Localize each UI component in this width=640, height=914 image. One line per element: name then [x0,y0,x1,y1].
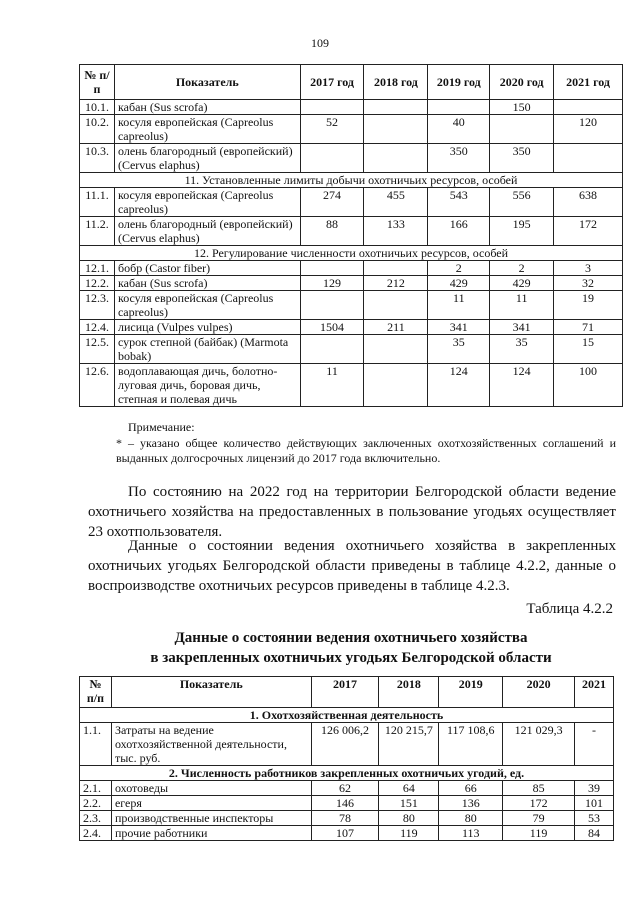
value-cell: 119 [503,826,575,841]
indicator-name: бобр (Castor fiber) [114,261,300,276]
column-header: 2017 [311,677,379,708]
indicator-name: косуля европейская (Capreolus capreolus) [114,115,300,144]
value-cell [490,115,554,144]
row-number: 12.3. [80,291,115,320]
value-cell: 100 [554,364,623,407]
value-cell [300,144,364,173]
row-number: 1.1. [80,723,112,766]
value-cell: 35 [428,335,490,364]
value-cell: 341 [428,320,490,335]
value-cell: 146 [311,796,379,811]
row-number: 12.6. [80,364,115,407]
value-cell: 52 [300,115,364,144]
value-cell: 113 [439,826,503,841]
value-cell: 124 [428,364,490,407]
value-cell: 11 [428,291,490,320]
indicator-name: производственные инспекторы [111,811,311,826]
value-cell: 119 [379,826,439,841]
value-cell: 429 [428,276,490,291]
value-cell: 120 215,7 [379,723,439,766]
value-cell: 2 [490,261,554,276]
paragraph-hunt-users: По состоянию на 2022 год на территории Белгородской области ведение охотничьего хозяйства на предоставленных в пользование угодьях осуществляет 23 охотпользователя. [88,484,616,540]
section-row [80,173,623,188]
indicator-name: олень благородный (европейский) (Cervus elaphus) [114,217,300,246]
value-cell: 79 [503,811,575,826]
value-cell: 455 [364,188,428,217]
section-title: 12. Регулирование численности охотничьих ресурсов, особей [80,246,623,261]
hunting-resources-table [79,64,623,407]
column-header: 2017 год [300,65,364,100]
column-header: № п/п [80,677,112,708]
value-cell: 84 [574,826,613,841]
column-header: 2018 год [364,65,428,100]
section-title: 2. Численность работников закрепленных охотничьих угодий, ед. [80,766,614,781]
value-cell: 124 [490,364,554,407]
hunting-economy-table [79,676,614,841]
table-body [80,708,614,841]
column-header: Показатель [114,65,300,100]
row-number: 12.4. [80,320,115,335]
row-number: 10.2. [80,115,115,144]
value-cell: 11 [490,291,554,320]
value-cell [364,335,428,364]
value-cell: 350 [428,144,490,173]
caption-line-1: Данные о состоянии ведения охотничьего хозяйства [174,630,528,646]
row-number: 11.1. [80,188,115,217]
value-cell [554,144,623,173]
value-cell: 11 [300,364,364,407]
value-cell: 341 [490,320,554,335]
table-row [80,291,623,320]
value-cell: 107 [311,826,379,841]
value-cell [300,261,364,276]
section-title: 1. Охотхозяйственная деятельность [80,708,614,723]
column-header: № п/п [80,65,115,100]
table-row [80,811,614,826]
value-cell: 88 [300,217,364,246]
indicator-name: егеря [111,796,311,811]
value-cell: 211 [364,320,428,335]
column-header: 2020 год [490,65,554,100]
value-cell: 126 006,2 [311,723,379,766]
table-header-row [80,65,623,100]
caption-line-2: в закрепленных охотничьих угодьях Белгородской области [150,650,552,666]
indicator-name: кабан (Sus scrofa) [114,276,300,291]
value-cell: 121 029,3 [503,723,575,766]
table-row [80,826,614,841]
value-cell [364,115,428,144]
value-cell: 350 [490,144,554,173]
value-cell [364,291,428,320]
page-number: 109 [311,36,329,50]
value-cell: 39 [574,781,613,796]
row-number: 12.2. [80,276,115,291]
indicator-name: олень благородный (европейский) (Cervus elaphus) [114,144,300,173]
value-cell [300,291,364,320]
value-cell [428,100,490,115]
table-row [80,188,623,217]
value-cell: 3 [554,261,623,276]
indicator-name: водоплавающая дичь, болотно-луговая дичь, боровая дичь, степная и полевая дичь [114,364,300,407]
value-cell [364,261,428,276]
table-row [80,723,614,766]
value-cell [554,100,623,115]
table-row [80,261,623,276]
footnote: * – указано общее количество действующих заключенных охотхозяйственных соглашений и выданных долгосрочных лицензий до 2017 года включительно. [116,436,616,465]
indicator-name: сурок степной (байбак) (Marmota bobak) [114,335,300,364]
note-label: Примечание: [128,420,195,434]
value-cell: 274 [300,188,364,217]
table-row [80,364,623,407]
value-cell: 117 108,6 [439,723,503,766]
value-cell: 66 [439,781,503,796]
value-cell: 78 [311,811,379,826]
section-title: 11. Установленные лимиты добычи охотничьих ресурсов, особей [80,173,623,188]
value-cell: 543 [428,188,490,217]
table-row [80,115,623,144]
value-cell [364,144,428,173]
section-row [80,766,614,781]
column-header: Показатель [111,677,311,708]
value-cell: 64 [379,781,439,796]
row-number: 10.3. [80,144,115,173]
value-cell [300,335,364,364]
value-cell: 2 [428,261,490,276]
value-cell [364,100,428,115]
value-cell: 35 [490,335,554,364]
table-caption [79,628,623,668]
row-number: 2.4. [80,826,112,841]
value-cell: 80 [439,811,503,826]
column-header: 2020 [503,677,575,708]
value-cell: 53 [574,811,613,826]
value-cell [364,364,428,407]
value-cell: 195 [490,217,554,246]
value-cell: 166 [428,217,490,246]
table-row [80,276,623,291]
value-cell: 15 [554,335,623,364]
value-cell: 212 [364,276,428,291]
row-number: 10.1. [80,100,115,115]
row-number: 2.2. [80,796,112,811]
row-number: 12.5. [80,335,115,364]
indicator-name: кабан (Sus scrofa) [114,100,300,115]
table-row [80,217,623,246]
indicator-name: прочие работники [111,826,311,841]
value-cell: 129 [300,276,364,291]
value-cell: - [574,723,613,766]
row-number: 2.1. [80,781,112,796]
value-cell: 172 [554,217,623,246]
value-cell: 1504 [300,320,364,335]
value-cell: 62 [311,781,379,796]
value-cell: 85 [503,781,575,796]
paragraph-tables-reference: Данные о состоянии ведения охотничьего хозяйства в закрепленных охотничьих угодьях Белгородской области приведены в таблице 4.2.2, данные о воспроизводстве охотничьих ресурсов приведены в таблице 4.2.3. [88,538,616,594]
value-cell: 429 [490,276,554,291]
table-row [80,781,614,796]
table-body [80,100,623,407]
column-header: 2018 [379,677,439,708]
value-cell: 136 [439,796,503,811]
column-header: 2021 [574,677,613,708]
indicator-name: Затраты на ведение охотхозяйственной деятельности, тыс. руб. [111,723,311,766]
table-row [80,320,623,335]
column-header: 2019 [439,677,503,708]
value-cell: 133 [364,217,428,246]
value-cell: 101 [574,796,613,811]
section-row [80,708,614,723]
table-row [80,796,614,811]
indicator-name: охотоведы [111,781,311,796]
row-number: 12.1. [80,261,115,276]
indicator-name: косуля европейская (Capreolus capreolus) [114,188,300,217]
value-cell: 80 [379,811,439,826]
column-header: 2019 год [428,65,490,100]
value-cell: 151 [379,796,439,811]
row-number: 11.2. [80,217,115,246]
value-cell: 556 [490,188,554,217]
value-cell: 150 [490,100,554,115]
row-number: 2.3. [80,811,112,826]
value-cell: 638 [554,188,623,217]
value-cell: 40 [428,115,490,144]
indicator-name: косуля европейская (Capreolus capreolus) [114,291,300,320]
section-row [80,246,623,261]
table-label: Таблица 4.2.2 [526,601,613,617]
table-header-row [80,677,614,708]
table-row [80,335,623,364]
column-header: 2021 год [554,65,623,100]
value-cell [300,100,364,115]
value-cell: 19 [554,291,623,320]
value-cell: 120 [554,115,623,144]
value-cell: 71 [554,320,623,335]
value-cell: 32 [554,276,623,291]
table-row [80,100,623,115]
value-cell: 172 [503,796,575,811]
indicator-name: лисица (Vulpes vulpes) [114,320,300,335]
table-row [80,144,623,173]
